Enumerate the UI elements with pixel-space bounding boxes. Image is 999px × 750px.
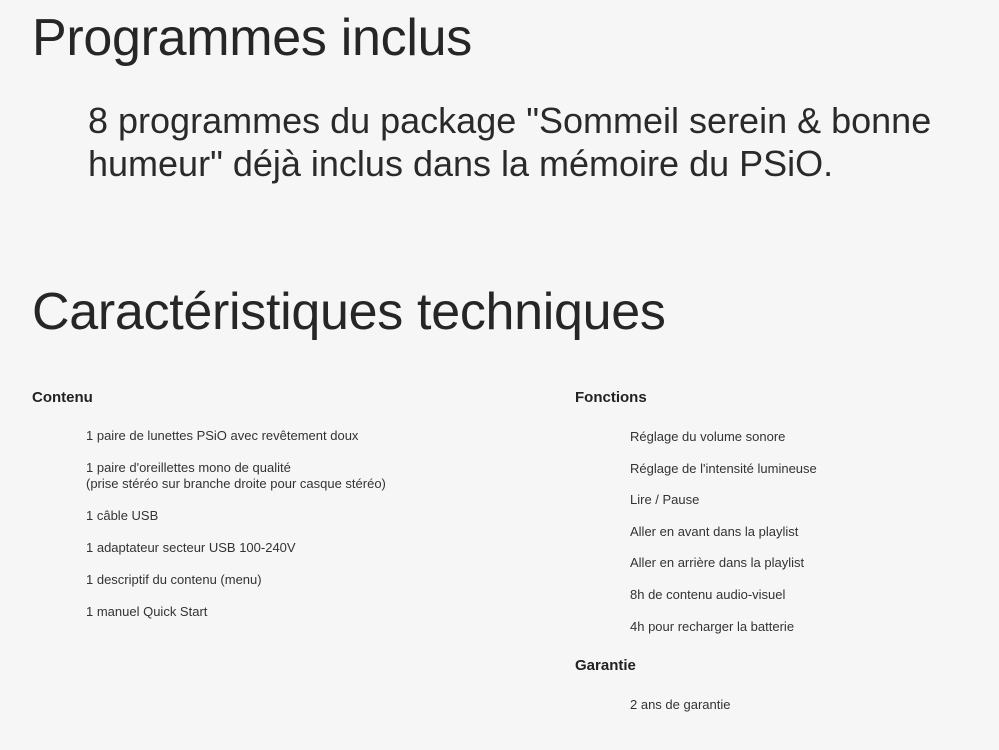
list-item-note: (prise stéréo sur branche droite pour casque stéréo) bbox=[86, 476, 386, 491]
list-item: 2 ans de garantie bbox=[630, 696, 731, 712]
contenu-section bbox=[32, 389, 552, 636]
list-item: Réglage du volume sonore bbox=[630, 429, 786, 444]
list-item: Lire / Pause bbox=[630, 492, 700, 508]
list-item: Aller en avant dans la playlist bbox=[630, 523, 799, 539]
garantie-list bbox=[630, 697, 985, 713]
list-item-label: 1 paire d'oreillettes mono de qualité bbox=[86, 460, 291, 475]
programmes-description: 8 programmes du package "Sommeil serein & bonne humeur" déjà inclus dans la mémoire du PSiO. bbox=[88, 100, 932, 184]
list-item: 1 descriptif du contenu (menu) bbox=[86, 572, 262, 587]
list-item: Réglage de l'intensité lumineuse bbox=[630, 460, 817, 476]
list-item: 4h pour recharger la batterie bbox=[630, 618, 795, 634]
contenu-list bbox=[86, 428, 552, 620]
list-item: 1 manuel Quick Start bbox=[86, 604, 208, 619]
list-item: 8h de contenu audio-visuel bbox=[630, 586, 786, 602]
garantie-title: Garantie bbox=[575, 656, 636, 674]
list-item: 1 adaptateur secteur USB 100-240V bbox=[86, 540, 296, 555]
fonctions-garantie-column bbox=[575, 389, 985, 728]
list-item: Aller en arrière dans la playlist bbox=[630, 555, 805, 571]
specs-heading: Caractéristiques techniques bbox=[32, 283, 666, 341]
fonctions-list bbox=[630, 429, 985, 635]
fonctions-title: Fonctions bbox=[575, 389, 647, 406]
contenu-title: Contenu bbox=[32, 389, 93, 406]
list-item: 1 câble USB bbox=[86, 508, 159, 523]
list-item bbox=[86, 460, 552, 492]
list-item: 1 paire de lunettes PSiO avec revêtement doux bbox=[86, 428, 359, 443]
programmes-heading: Programmes inclus bbox=[32, 9, 472, 67]
